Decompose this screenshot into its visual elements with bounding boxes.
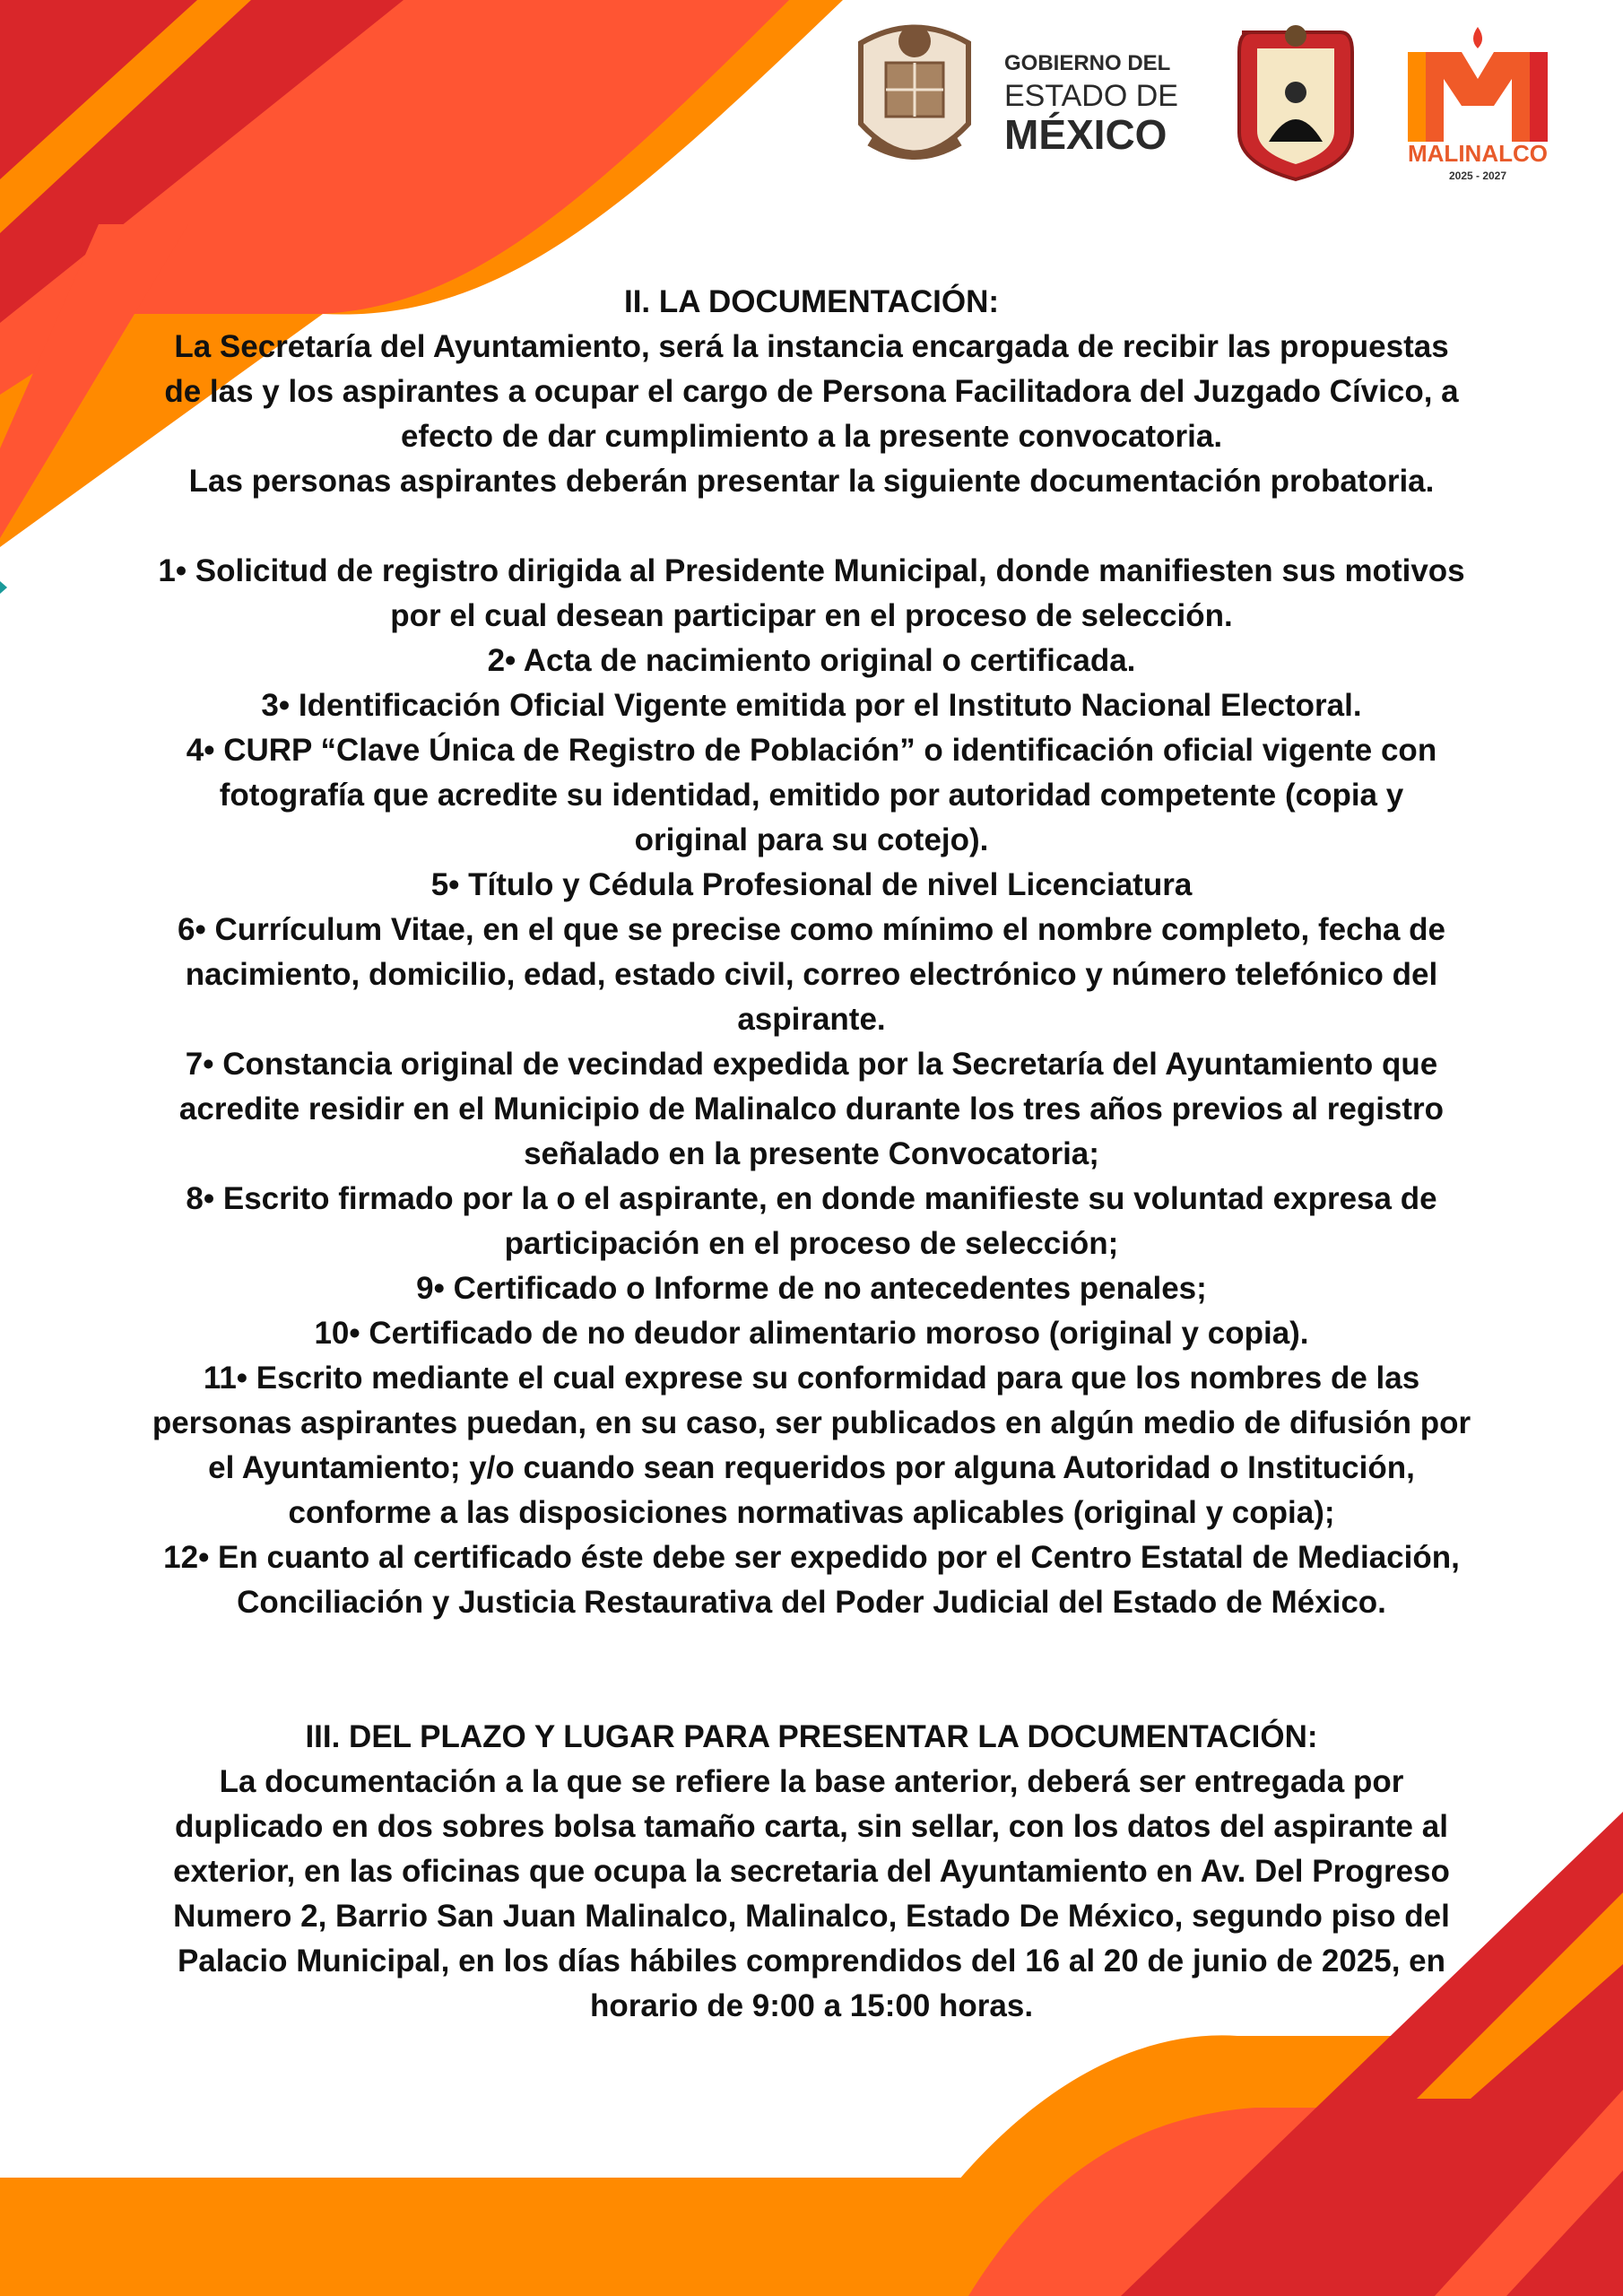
requirement-line: por el cual desean participar en el proceso de selección. — [390, 598, 1233, 633]
section2-intro-line: efecto de dar cumplimiento a la presente convocatoria. — [400, 419, 1223, 454]
requirement-line: 3• Identificación Oficial Vigente emitida por el Instituto Nacional Electoral. — [261, 688, 1362, 723]
requirement-line: aspirante. — [737, 1002, 886, 1037]
spacer — [54, 504, 1569, 549]
requirement-line: 8• Escrito firmado por la o el aspirante, en donde manifieste su voluntad expresa de — [186, 1181, 1437, 1216]
requirement-line: 2• Acta de nacimiento original o certificada. — [487, 643, 1136, 678]
requirement-line: 4• CURP “Clave Única de Registro de Población” o identificación oficial vigente con — [186, 733, 1437, 768]
section3-line: La documentación a la que se refiere la base anterior, deberá ser entregada por — [219, 1764, 1404, 1799]
requirement-line: 11• Escrito mediante el cual exprese su conformidad para que los nombres de las — [203, 1361, 1420, 1396]
requirement-line: 9• Certificado o Informe de no antecedentes penales; — [416, 1271, 1207, 1306]
requirement-line: 12• En cuanto al certificado éste debe ser expedido por el Centro Estatal de Mediación, — [163, 1540, 1460, 1575]
requirement-line: señalado en la presente Convocatoria; — [524, 1136, 1099, 1171]
requirement-line: 5• Título y Cédula Profesional de nivel Licenciatura — [430, 867, 1193, 902]
malinalco-logo-years: 2025 - 2027 — [1448, 170, 1507, 182]
requirement-line: 10• Certificado de no deudor alimentario moroso (original y copia). — [314, 1316, 1309, 1351]
gobierno-logo-line1: GOBIERNO DEL — [1004, 51, 1171, 75]
section3-line: horario de 9:00 a 15:00 horas. — [589, 1988, 1034, 2023]
gobierno-logo-text — [1004, 51, 1178, 158]
requirement-line: 1• Solicitud de registro dirigida al Presidente Municipal, donde manifiesten sus motivos — [158, 553, 1465, 588]
spacer — [54, 1625, 1569, 1715]
section2-intro-line: de las y los aspirantes a ocupar el cargo de Persona Facilitadora del Juzgado Cívico, a — [164, 374, 1459, 409]
estado-mexico-coat-of-arms — [861, 25, 968, 155]
requirement-line: personas aspirantes puedan, en su caso, ser publicados en algún medio de difusión por — [152, 1405, 1471, 1440]
requirement-line: Conciliación y Justicia Restaurativa del Poder Judicial del Estado de México. — [237, 1585, 1386, 1620]
section3-line: duplicado en dos sobres bolsa tamaño carta, sin sellar, con los datos del aspirante al — [175, 1809, 1448, 1844]
section3-line: Numero 2, Barrio San Juan Malinalco, Malinalco, Estado De México, segundo piso del — [173, 1899, 1450, 1934]
section3-line: Palacio Municipal, en los días hábiles comprendidos del 16 al 20 de junio de 2025, en — [177, 1944, 1446, 1979]
requirement-line: 7• Constancia original de vecindad expedida por la Secretaría del Ayuntamiento que — [185, 1047, 1438, 1082]
left-edge-teal-mark — [0, 581, 7, 594]
section3-title: III. DEL PLAZO Y LUGAR PARA PRESENTAR LA DOCUMENTACIÓN: — [305, 1719, 1318, 1754]
section2-intro-line: La Secretaría del Ayuntamiento, será la instancia encargada de recibir las propuestas — [174, 329, 1449, 364]
municipal-seal — [1239, 25, 1352, 179]
gobierno-logo-line2: ESTADO DE — [1004, 79, 1178, 113]
section3-line: exterior, en las oficinas que ocupa la secretaria del Ayuntamiento en Av. Del Progreso — [173, 1854, 1450, 1889]
requirement-line: 6• Currículum Vitae, en el que se precise como mínimo el nombre completo, fecha de — [178, 912, 1445, 947]
header-logos — [843, 16, 1596, 196]
requirement-line: el Ayuntamiento; y/o cuando sean requeridos por alguna Autoridad o Institución, — [208, 1450, 1415, 1485]
requirement-line: nacimiento, domicilio, edad, estado civil, correo electrónico y número telefónico del — [185, 957, 1438, 992]
malinalco-logo-text: MALINALCO — [1408, 140, 1548, 167]
requirement-line: participación en el proceso de selección; — [504, 1226, 1119, 1261]
logos-svg — [843, 16, 1596, 196]
document-body — [54, 280, 1569, 2029]
requirement-line: original para su cotejo). — [634, 822, 989, 857]
malinalco-logo — [1408, 27, 1548, 182]
requirement-line: acredite residir en el Municipio de Malinalco durante los tres años previos al registro — [178, 1091, 1445, 1126]
section2-intro-line: Las personas aspirantes deberán presentar la siguiente documentación probatoria. — [188, 464, 1435, 499]
requirement-line: conforme a las disposiciones normativas aplicables (original y copia); — [288, 1495, 1335, 1530]
requirement-line: fotografía que acredite su identidad, emitido por autoridad competente (copia y — [219, 778, 1404, 813]
gobierno-logo-line3: MÉXICO — [1004, 111, 1167, 158]
section2-title: II. LA DOCUMENTACIÓN: — [623, 284, 1000, 319]
